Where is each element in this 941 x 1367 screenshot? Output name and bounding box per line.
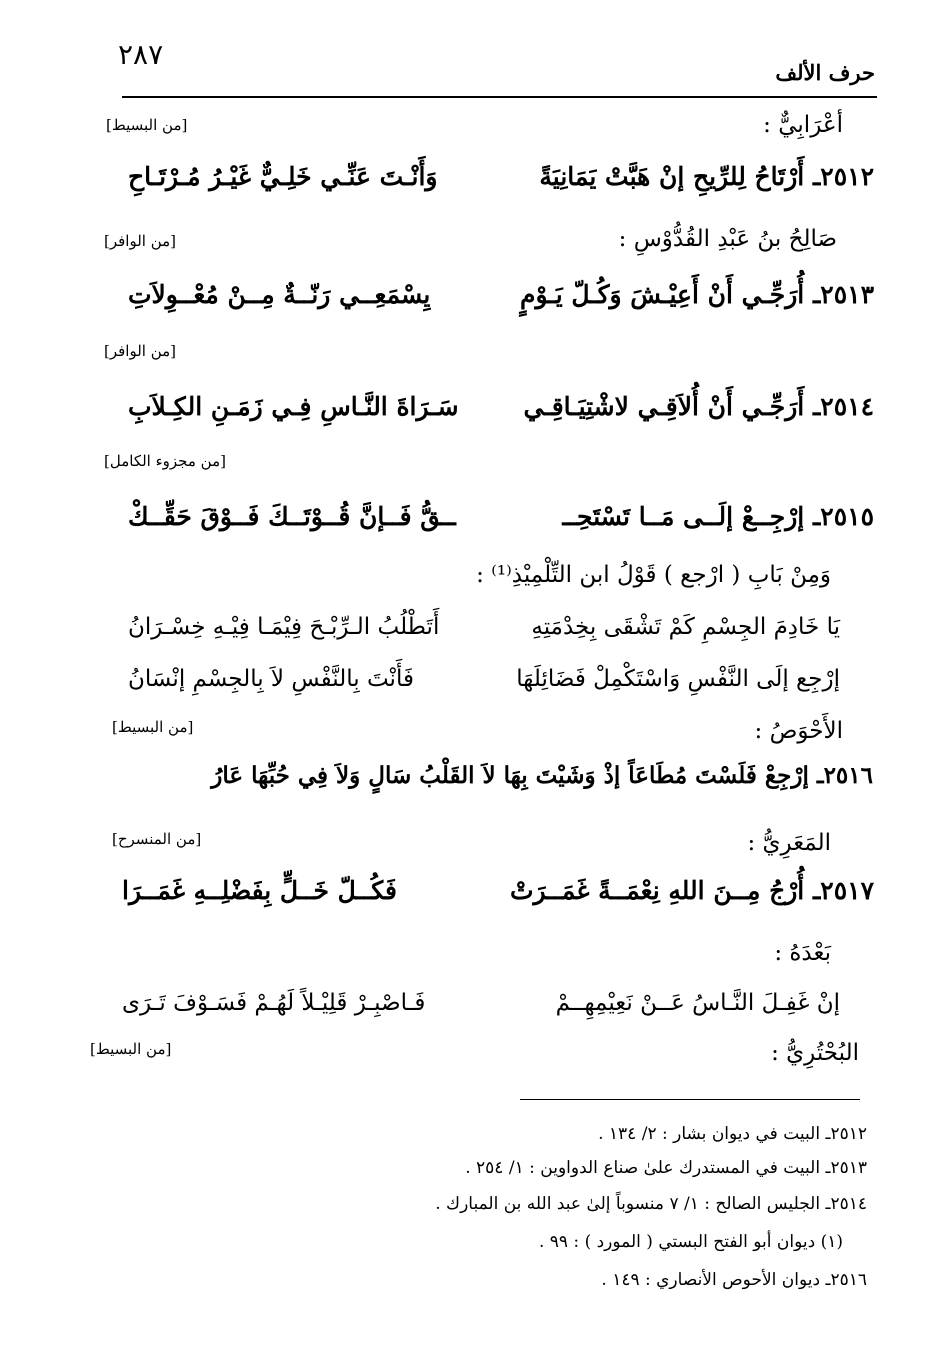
- attribution-2512: أعْرَابِيٌّ :: [763, 112, 843, 138]
- attribution-2517: المَعَرِيُّ :: [747, 830, 831, 856]
- verse-2514-first-hemistich: ٢٥١٤ـ أَرَجِّـي أَنْ أُلاَقِـي لاشْتِيَـاقِـي: [523, 392, 874, 421]
- verse-2513-second-hemistich: يِسْمَعِــي رَنّــةٌ مِــنْ مُعْــوِلاَتِ: [128, 280, 431, 309]
- footnote-separator: [520, 1099, 860, 1100]
- verse-2513: [128, 280, 874, 320]
- page-number: ٢٨٧: [118, 38, 164, 71]
- verse-2516-full: ٢٥١٦ـ إرْجِعْ فَلَسْتَ مُطَاعَاً إذْ وَشَيْتَ بِهَا لاَ القَلْبُ سَالٍ وَلاَ فِي حُبِّهَا عَارُ: [211, 762, 873, 789]
- footnote-2514: ٢٥١٤ـ الجليس الصالح : ١/ ٧ منسوباً إلىٰ عبد الله بن المبارك .: [435, 1194, 867, 1214]
- attribution-2516: الأَحْوَصُ :: [754, 718, 843, 744]
- footnote-1: (١) ديوان أبو الفتح البستي ( المورد ) : ٩٩ .: [538, 1232, 843, 1252]
- plain-verse-2-first-hemistich: إرْجِع إلَى النَّفْسِ وَاسْتَكْمِلْ فَضَائِلَهَا: [516, 666, 840, 692]
- verse-2514-second-hemistich: سَـرَاةَ النَّـاسِ فِـي زَمَـنِ الكِـلاَبِ: [128, 392, 459, 421]
- running-head: حرف الألف: [775, 60, 875, 85]
- verse-2514: [128, 392, 874, 432]
- footnote-2513: ٢٥١٣ـ البيت في المستدرك علىٰ صناع الدواوين : ١/ ٢٥٤ .: [465, 1158, 867, 1178]
- verse-2517-second-hemistich: فَكُــلّ خَــلٍّ بِفَضْلِــهِ غَمَــرَا: [122, 876, 398, 905]
- plain-verse-1-second-hemistich: أَتَطْلُبُ الـرِّبْـحَ فِيْمَـا فِيْـهِ خِسْـرَانُ: [128, 614, 440, 640]
- plain-verse-2-second-hemistich: فَأَنْتَ بِالنَّفْسِ لاَ بِالجِسْمِ إنْسَانُ: [128, 666, 414, 692]
- meter-label-last: [من البسيط]: [90, 1040, 172, 1058]
- plain-verse-3-first-hemistich: إنْ غَفِـلَ النَّـاسُ عَــنْ نَعِيْمِهِــمْ: [555, 990, 840, 1016]
- verse-2515-first-hemistich: ٢٥١٥ـ إرْجِــعْ إلَــى مَــا تَسْتَحِــ: [562, 502, 874, 531]
- verse-2517: [122, 876, 874, 916]
- meter-label-2517: [من المنسرح]: [112, 830, 202, 848]
- attribution-buhturi: البُحْتُرِيُّ :: [771, 1040, 859, 1066]
- verse-2515: [128, 502, 874, 542]
- plain-verse-3: [122, 990, 840, 1026]
- header-rule: [122, 96, 877, 98]
- meter-label-2513: [من الوافر]: [104, 232, 177, 250]
- verse-2517-first-hemistich: ٢٥١٧ـ أُرْجُ مِــنَ اللهِ نِعْمَــةً غَمَــرَتْ: [509, 876, 874, 905]
- plain-verse-2: [128, 666, 840, 702]
- meter-label-2515: [من مجزوء الكامل]: [104, 452, 226, 470]
- attribution-baadahu: بَعْدَهُ :: [774, 940, 831, 966]
- verse-2512-second-hemistich: وَأَنْـتَ عَنِّـي خَلِـيٌّ غَيْـرُ مُـرْتَـاحِ: [128, 162, 438, 191]
- verse-2512: [128, 162, 874, 202]
- verse-2513-first-hemistich: ٢٥١٣ـ أُرَجِّـي أَنْ أَعِيْـشَ وَكُـلّ يَـوْمٍ: [519, 280, 874, 309]
- meter-label-2514: [من الوافر]: [104, 342, 177, 360]
- plain-verse-1: [128, 614, 840, 650]
- verse-2515-second-hemistich: ــقُّ فَــإنَّ قُــوْتَــكَ فَــوْقَ حَقِّــكْ: [128, 502, 456, 531]
- meter-label-2516: [من البسيط]: [112, 718, 194, 736]
- footnote-2512: ٢٥١٢ـ البيت في ديوان بشار : ٢/ ١٣٤ .: [598, 1124, 867, 1144]
- verse-2512-first-hemistich: ٢٥١٢ـ أَرْتَاحُ لِلرِّيحِ إنْ هَبَّتْ يَمَانِيَةً: [539, 162, 874, 191]
- attribution-ibn-tilmidh: وَمِنْ بَابِ ( ارْجع ) قَوْلُ ابن التِّلْمِيْذِ⁽¹⁾ :: [476, 562, 831, 588]
- plain-verse-3-second-hemistich: فَـاصْبِـرْ قَلِيْـلاً لَهُـمْ فَسَـوْفَ تَـرَى: [122, 990, 426, 1016]
- attribution-2513: صَالِحُ بنُ عَبْدِ القُدُّوْسِ :: [618, 226, 837, 252]
- footnote-2516: ٢٥١٦ـ ديوان الأحوص الأنصاري : ١٤٩ .: [601, 1270, 867, 1290]
- plain-verse-1-first-hemistich: يَا خَادِمَ الجِسْمِ كَمْ تَشْقَى بِخِدْمَتِهِ: [531, 614, 840, 640]
- meter-label-2512: [من البسيط]: [106, 116, 188, 134]
